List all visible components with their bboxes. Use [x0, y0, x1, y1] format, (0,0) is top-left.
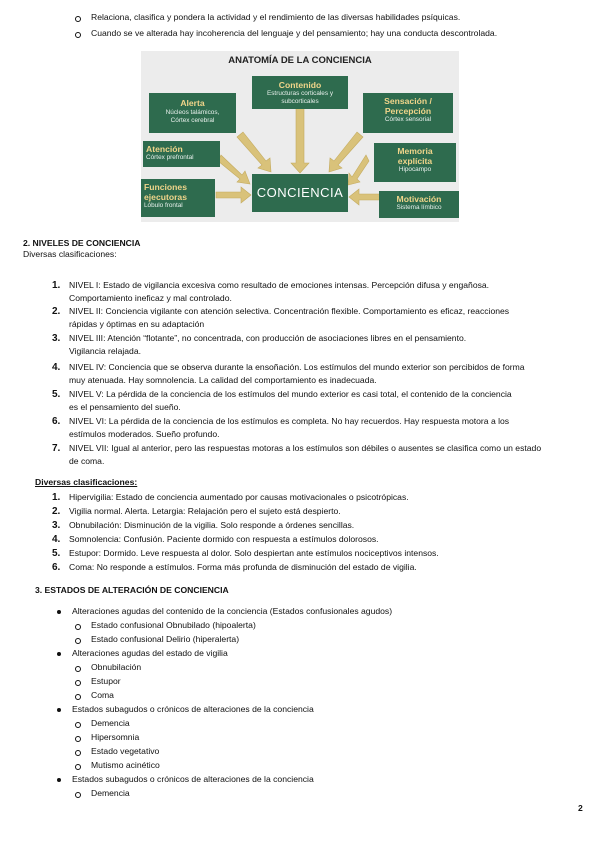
- top-bullet-text: Relaciona, clasifica y pondera la actividad y el rendimiento de las diversas habilidades psíquicas.: [91, 12, 461, 22]
- list-number: 1.: [52, 492, 61, 503]
- circle-bullet-icon: [75, 722, 81, 728]
- bullet-icon: [57, 610, 61, 614]
- box-title: Atención: [146, 144, 183, 154]
- group-title: Alteraciones agudas del estado de vigilia: [72, 648, 228, 658]
- list-item-text: NIVEL V: La pérdida de la conciencia de los estímulos del mundo exterior es casi total, el contenido de la conciencia: [69, 389, 512, 399]
- page-number: 2: [578, 803, 583, 813]
- list-item-text: NIVEL II: Conciencia vigilante con atención selectiva. Concentración flexible. Comportamiento es eficaz, reacciones: [69, 306, 510, 316]
- anatomy-diagram: [141, 51, 459, 222]
- list-number: 4.: [52, 362, 61, 373]
- circle-bullet-icon: [75, 792, 81, 798]
- list-item-text: Hipervigilia: Estado de conciencia aumentado por causas motivacionales o psicotrópicas.: [69, 492, 409, 502]
- top-bullet-text: Cuando se ve alterada hay incoherencia del lenguaje y del pensamiento; hay una conducta descontrolada.: [91, 28, 498, 38]
- group-item: Obnubilación: [91, 662, 142, 672]
- circle-bullet-icon: [75, 638, 81, 644]
- list-item-text: Coma: No responde a estímulos. Forma más profunda de disminución del estado de vigilia.: [69, 562, 417, 572]
- list-number: 5.: [52, 548, 61, 559]
- group-item: Coma: [91, 690, 114, 700]
- group-item: Estado confusional Delirio (hiperalerta): [91, 634, 240, 644]
- arrow-funciones: [216, 187, 251, 203]
- list-item-text: Vigilia normal. Alerta. Letargia: Relajación pero el sujeto está despierto.: [69, 506, 341, 516]
- center-conciencia: CONCIENCIA: [252, 174, 348, 212]
- box-subtitle: Núcleos talámicos,: [165, 109, 220, 116]
- circle-bullet-icon: [75, 680, 81, 686]
- box-title: Motivación: [396, 194, 442, 204]
- circle-bullet-icon: [75, 694, 81, 700]
- list-item-text: estímulos moderados. Sueño profundo.: [69, 429, 220, 439]
- group-item: Estado confusional Obnubilado (hipoalerta): [91, 620, 256, 630]
- list-item-text: muy atenuada. Hay somnolencia. La calidad del comportamiento es inadecuada.: [69, 375, 377, 385]
- circle-bullet-icon: [75, 736, 81, 742]
- list-item-text: Vigilancia relajada.: [69, 346, 141, 356]
- group-item: Estado vegetativo: [91, 746, 160, 756]
- circle-bullet-icon: [75, 624, 81, 630]
- box-subtitle: Sistema límbico: [396, 204, 442, 211]
- box-title: Sensación /: [384, 96, 432, 106]
- diagram-title: ANATOMÍA DE LA CONCIENCIA: [228, 55, 372, 66]
- box-subtitle: Córtex prefrontal: [146, 154, 194, 161]
- list-number: 5.: [52, 389, 61, 400]
- list-number: 3.: [52, 520, 61, 531]
- box-title: Contenido: [278, 80, 322, 90]
- group-item: Hipersomnia: [91, 732, 140, 742]
- list-number: 4.: [52, 534, 61, 545]
- group-item: Demencia: [91, 718, 130, 728]
- bullet-icon: [57, 708, 61, 712]
- group-title: Estados subagudos o crónicos de alteraciones de la conciencia: [72, 774, 314, 784]
- list-number: 2.: [52, 506, 61, 517]
- box-alerta: [149, 93, 236, 133]
- arrow-contenido: [291, 108, 309, 173]
- arrow-alerta: [237, 132, 271, 172]
- section2-heading: 2. NIVELES DE CONCIENCIA: [23, 238, 141, 248]
- group-item: Mutismo acinético: [91, 760, 160, 770]
- circle-bullet-icon: [75, 764, 81, 770]
- bullet-icon: [57, 778, 61, 782]
- box-subtitle: Estructuras corticales y: [266, 90, 334, 97]
- box-title: explícita: [397, 156, 433, 166]
- circle-bullet-icon: [75, 666, 81, 672]
- list-number: 6.: [52, 562, 61, 573]
- list-item-text: NIVEL VII: Igual al anterior, pero las respuestas motoras a los estímulos son débiles o ausentes se clasifica como un estado: [69, 443, 542, 453]
- section2-subheading: Diversas clasificaciones:: [23, 249, 117, 259]
- box-motivacion: [379, 191, 459, 218]
- circle-bullet-icon: [75, 32, 81, 38]
- arrow-atencion: [218, 155, 250, 184]
- box-subtitle: Córtex cerebral: [170, 116, 215, 124]
- box-funciones: [141, 179, 215, 217]
- list-item-text: NIVEL VI: La pérdida de la conciencia de los estímulos es completa. No hay recuerdos. Hay respuesta motora a los: [69, 416, 510, 426]
- list-item-text: Estupor: Dormido. Leve respuesta al dolor. Solo despiertan ante estímulos nociceptivos intensos.: [69, 548, 439, 558]
- group-title: Estados subagudos o crónicos de alteraciones de la conciencia: [72, 704, 314, 714]
- box-subtitle: Lóbulo frontal: [144, 202, 183, 209]
- list-number: 6.: [52, 416, 61, 427]
- bullet-icon: [57, 652, 61, 656]
- circle-bullet-icon: [75, 750, 81, 756]
- box-contenido: [252, 76, 348, 109]
- list-item-text: NIVEL IV: Conciencia que se observa durante la ensoñación. Los estímulos del mundo exterior son percibidos de forma: [69, 362, 525, 372]
- list-item-text: Obnubilación: Disminución de la vigilia. Solo responde a órdenes sencillas.: [69, 520, 355, 530]
- box-title: Alerta: [180, 98, 205, 108]
- section3-heading: 3. ESTADOS DE ALTERACIÓN DE CONCIENCIA: [35, 585, 229, 595]
- box-title: Memoria: [397, 146, 433, 156]
- box-memoria: [374, 143, 456, 182]
- arrow-motivacion: [349, 189, 380, 205]
- group-title: Alteraciones agudas del contenido de la conciencia (Estados confusionales agudos): [72, 606, 393, 616]
- group-item: Estupor: [91, 676, 121, 686]
- box-title: Funciones: [144, 182, 187, 192]
- list-item-text: rápidas y óptimas en su adaptación: [69, 319, 205, 329]
- list-item-text: de coma.: [69, 456, 105, 466]
- list-number: 1.: [52, 280, 61, 291]
- list-item-text: NIVEL I: Estado de vigilancia excesiva como resultado de emociones intensas. Percepción difusa y engañosa.: [69, 280, 490, 290]
- section2b-subheading: Diversas clasificaciones:: [35, 477, 138, 487]
- box-sensacion: [363, 93, 453, 133]
- box-title: Percepción: [384, 106, 432, 116]
- box-title: ejecutoras: [144, 192, 187, 202]
- list-number: 2.: [52, 306, 61, 317]
- box-subtitle: subcorticales: [281, 97, 319, 105]
- list-number: 7.: [52, 443, 61, 454]
- group-item: Demencia: [91, 788, 130, 798]
- list-item-text: es el pensamiento del sueño.: [69, 402, 181, 412]
- box-subtitle: Córtex sensorial: [384, 116, 432, 123]
- list-item-text: Comportamiento ineficaz y mal controlado.: [69, 293, 232, 303]
- list-item-text: NIVEL III: Atención “flotante”, no concentrada, con producción de asociaciones libres en el pensamiento.: [69, 333, 467, 343]
- circle-bullet-icon: [75, 16, 81, 22]
- box-subtitle: Hipocampo: [398, 166, 432, 173]
- list-number: 3.: [52, 333, 61, 344]
- arrow-sensacion: [329, 132, 363, 172]
- list-item-text: Somnolencia: Confusión. Paciente dormido con respuesta a estímulos dolorosos.: [69, 534, 379, 544]
- arrow-memoria: [348, 155, 369, 185]
- box-atencion: [143, 141, 220, 167]
